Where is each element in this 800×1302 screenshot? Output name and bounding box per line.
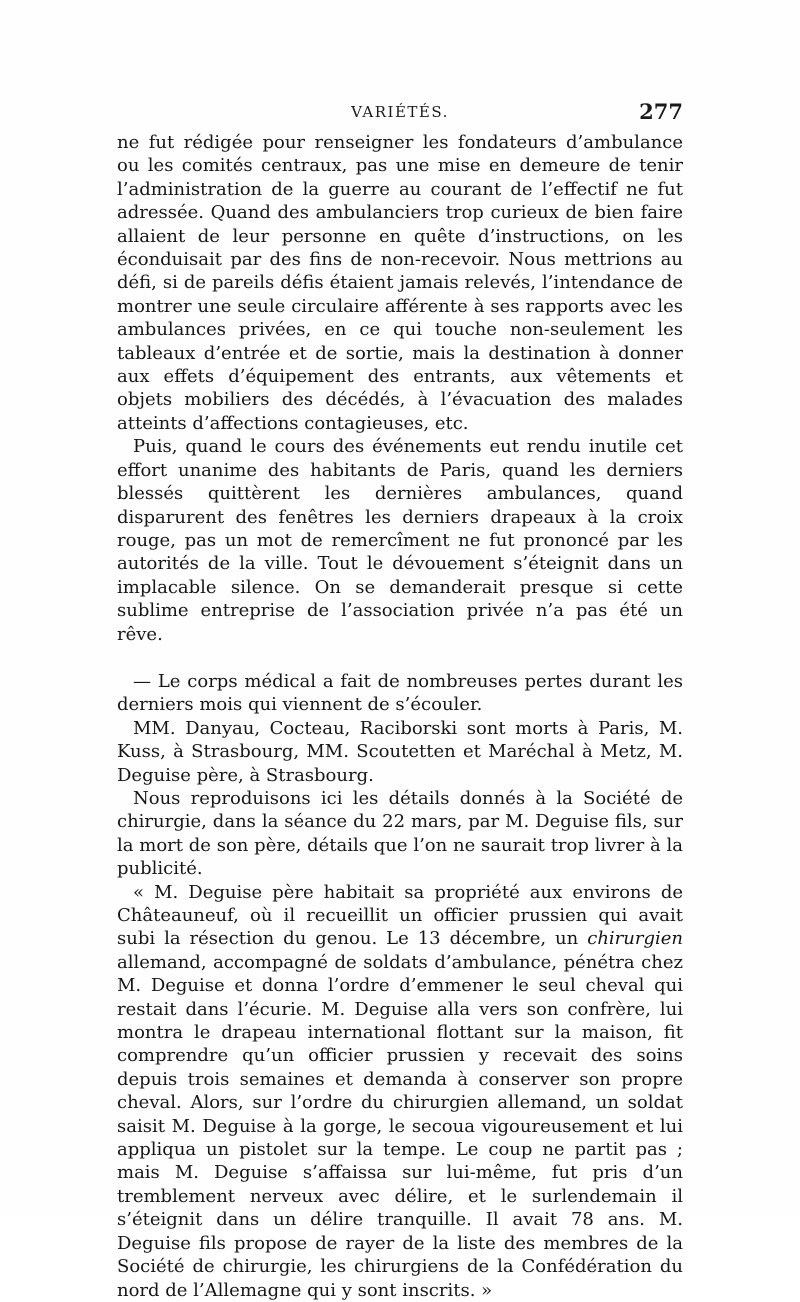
paragraph-puis: Puis, quand le cours des événements eut rendu inutile cet effort unanime des habitants de Paris, quand les derniers blessés quittèrent les dernières ambulances, quand disparurent des fenêtres les derniers drapeaux à la croix rouge, pas un mot de remercîment ne fut prononcé par les autorités de la ville. Tout le dévouement s’éteignit dans un implacable silence. On se demanderait presque si cette sublime entreprise de l’association privée n’a pas été un rêve. xyxy=(117,436,683,645)
body-text xyxy=(117,131,683,1302)
paragraph-deaths-list: MM. Danyau, Cocteau, Raciborski sont morts à Paris, M. Kuss, à Strasbourg, MM. Scoutetten et Maréchal à Metz, M. Deguise père, à Strasbourg. xyxy=(117,717,683,786)
page-header xyxy=(117,99,683,125)
quote-text-end: allemand, accompagné de soldats d’ambulance, pénétra chez M. Deguise et donna l’ordre d’emmener le seul cheval qui restait dans l’écurie. M. Deguise alla vers son confrère, lui montra le drapeau international flottant sur la maison, fit comprendre qu’un officier prussien y recevait des soins depuis trois semaines et demanda à conserver son propre cheval. Alors, sur l’ordre du chirurgien allemand, un soldat saisit M. Deguise à la gorge, le secoua vigoureusement et lui appliqua un pistolet sur la tempe. Le coup ne partit pas ; mais M. Deguise s’affaissa sur lui-même, fut pris d’un tremblement nerveux avec délire, et le surlendemain il s’éteignit dans un délire tranquille. Il avait 78 ans. M. Deguise fils propose de rayer de la liste des membres de la Société de chirurgie, les chirurgiens de la Confédération du nord de l’Allemagne qui y sont inscrits. » xyxy=(117,951,683,1301)
paragraph-corps-medical: — Le corps médical a fait de nombreuses pertes durant les derniers mois qui viennent de s’écouler. xyxy=(117,670,683,716)
paragraph-continuation: ne fut rédigée pour renseigner les fondateurs d’ambulance ou les comités centraux, pas une mise en demeure de tenir l’administration de la guerre au courant de l’effectif ne fut adressée. Quand des ambulanciers trop curieux de bien faire allaient de leur personne en quête d’instructions, on les éconduisait par des fins de non-recevoir. Nous mettrions au défi, si de pareils défis étaient jamais relevés, l’intendance de montrer une seule circulaire afférente à ses rapports avec les ambulances privées, en ce qui touche non-seulement les tableaux d’entrée et de sortie, mais la destination à donner aux effets d’équipement des entrants, aux vêtements et objets mobiliers des décédés, à l’évacuation des malades atteints d’affections contagieuses, etc. xyxy=(117,132,683,434)
quote-text-start: « M. Deguise père habitait sa propriété aux environs de Châteauneuf, où il recueillit un officier prussien qui avait subi la résection du genou. Le 13 décembre, un xyxy=(117,881,683,950)
section-break xyxy=(117,646,683,670)
quote-italic-word: chirurgien xyxy=(587,928,683,950)
running-head: VARIÉTÉS. xyxy=(351,103,449,121)
paragraph-quote xyxy=(117,881,683,1302)
page-number: 277 xyxy=(639,99,683,124)
paragraph-reproduction: Nous reproduisons ici les détails donnés à la Société de chirurgie, dans la séance du 22 mars, par M. Deguise fils, sur la mort de son père, détails que l’on ne saurait trop livrer à la publicité. xyxy=(117,787,683,880)
